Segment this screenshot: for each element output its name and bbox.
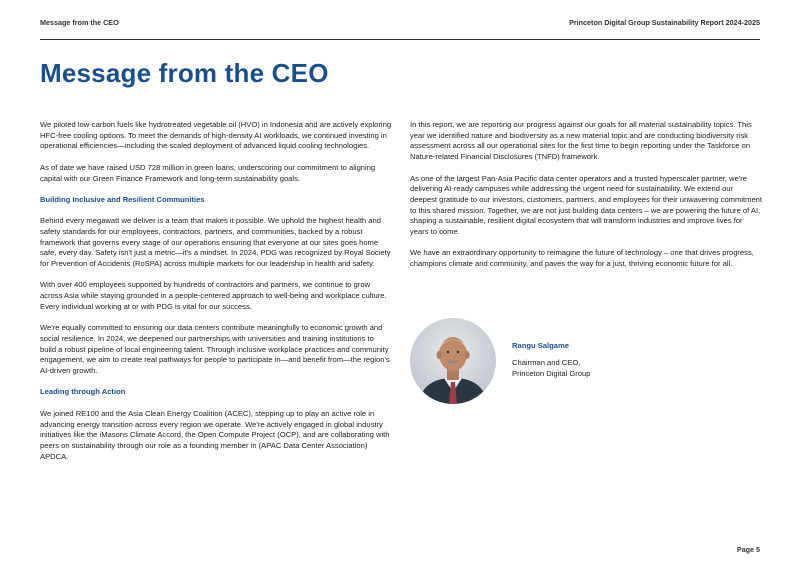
paragraph: As of date we have raised USD 728 million in green loans, underscoring our commitment to aligning capital with our Green Finance Framework and long-term sustainability goals. bbox=[40, 162, 376, 183]
ceo-company: Princeton Digital Group bbox=[512, 368, 591, 378]
paragraph: We're equally committed to ensuring our data centers contribute meaningfully to economic growth and social resilience. In 2024, we deepened our partnerships with universities and training institutions to build a robust pipeline of local engineering talent. Through inclusive workplace practices and community engagement, we aim to create real pathways for people to participate in—and benefit from—the region's AI-driven growth. bbox=[40, 323, 390, 376]
paragraph: We piloted low-carbon fuels like hydrotreated vegetable oil (HVO) in Indonesia and are actively exploring HFC-free cooling options. To meet the demands of high-density AI workloads, we continued investing in operational efficiencies—including the scaled deployment of advanced liquid cooling technologies. bbox=[40, 120, 392, 151]
paragraph: We joined RE100 and the Asia Clean Energy Coalition (ACEC), stepping up to play an active role in advancing energy transition across every region we operate. We're actively engaged in global industry initiatives like the iMasons Climate Accord, the Open Compute Project (OCP), and are collaborating with peers on sustainability through our role as a founding member in (APAC Data Center Association) APDCA. bbox=[40, 408, 390, 461]
ceo-name: Rangu Salgame bbox=[512, 341, 569, 350]
section-heading-action: Leading through Action bbox=[40, 387, 126, 397]
running-header-report-title: Princeton Digital Group Sustainability Report 2024-2025 bbox=[569, 18, 760, 27]
right-column bbox=[410, 120, 762, 281]
section-heading-communities: Building Inclusive and Resilient Communities bbox=[40, 194, 205, 204]
page-title: Message from the CEO bbox=[40, 58, 329, 88]
ceo-signature-block bbox=[410, 318, 710, 404]
header-divider bbox=[40, 39, 760, 40]
paragraph: In this report, we are reporting our progress against our goals for all material sustainability topics. This year we identified nature and biodiversity as a new material topic and are conducting biodiversity risk assessment across all our operational sites for the first time to begin reporting under the Taskforce on Nature-related Financial Disclosures (TNFD) framework. bbox=[410, 120, 752, 162]
running-header-section: Message from the CEO bbox=[40, 18, 119, 27]
page-number: Page 5 bbox=[736, 545, 760, 554]
paragraph: We have an extraordinary opportunity to reimagine the future of technology – one that drives progress, champions climate and community, and paves the way for a just, thriving economic future for all. bbox=[410, 248, 754, 269]
ceo-portrait bbox=[410, 318, 496, 404]
ceo-portrait-icon bbox=[410, 318, 496, 404]
ceo-role: Chairman and CEO, bbox=[512, 358, 581, 367]
paragraph: As one of the largest Pan-Asia Pacific data center operators and a trusted hyperscaler partner, we're delivering AI-ready campuses while addressing the urgent need for sustainability. We extend our deepest gratitude to our investors, customers, partners, and employees for their unwavering commitment to this shared mission. Together, we are not just building data centers – we are powering the future of AI, shaping a sustainable, resilient digital ecosystem that will transform industries and improve lives for years to come. bbox=[410, 173, 763, 237]
paragraph: Behind every megawatt we deliver is a team that makes it possible. We uphold the highest health and safety standards for our employees, contractors, partners, and communities, backed by a robust framework that governs every stage of our operations ensuring that everyone at our sites goes home safe, every day. Safety isn't just a metric—it's a mindset. In 2024, PDG was recognized by Royal Society for Prevention of Accidents (RoSPA) across multiple markets for our leadership in health and safety. bbox=[40, 216, 391, 269]
left-column bbox=[40, 120, 392, 473]
paragraph: With over 400 employees supported by hundreds of contractors and partners, we continue to grow across Asia while staying grounded in a people-centered approach to well-being and workplace culture. Every individual working at or with PDG is vital for our success. bbox=[40, 280, 387, 311]
ceo-title bbox=[512, 358, 591, 379]
